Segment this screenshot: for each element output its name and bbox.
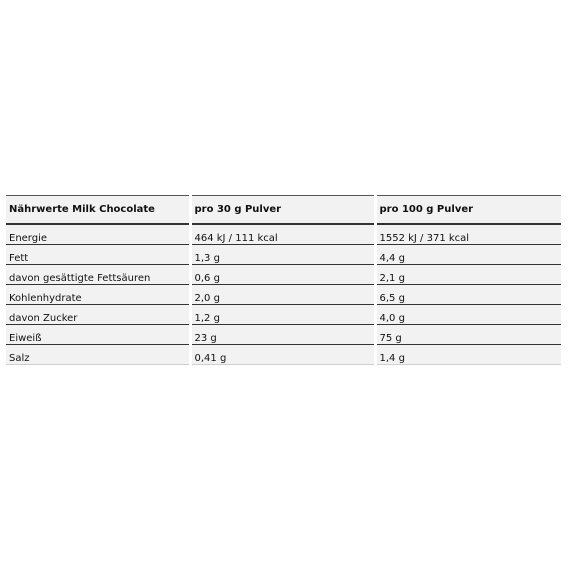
table-row bbox=[6, 244, 561, 264]
value-per-100g: 1552 kJ / 371 kcal bbox=[375, 224, 561, 245]
value-per-30g: 0,6 g bbox=[190, 264, 375, 284]
nutrient-name: Kohlenhydrate bbox=[6, 284, 190, 304]
header-row bbox=[6, 196, 561, 224]
table-row bbox=[6, 264, 561, 284]
nutrient-name: Salz bbox=[9, 352, 30, 364]
value-per-100g: 1,4 g bbox=[375, 344, 561, 364]
nutrition-table bbox=[6, 195, 561, 365]
value-per-100g: 4,4 g bbox=[375, 244, 561, 264]
value-per-30g: 1,3 g bbox=[190, 244, 375, 264]
table-row bbox=[6, 324, 561, 344]
table-row bbox=[6, 224, 561, 245]
value-per-100g: 6,5 g bbox=[375, 284, 561, 304]
table-body bbox=[6, 224, 561, 365]
value-per-100g: 2,1 g bbox=[375, 264, 561, 284]
header-per-30g: pro 30 g Pulver bbox=[190, 196, 375, 224]
header-per-100g: pro 100 g Pulver bbox=[375, 196, 561, 224]
value-per-30g: 1,2 g bbox=[190, 304, 375, 324]
nutrient-name: davon Zucker bbox=[6, 304, 190, 324]
value-per-30g: 0,41 g bbox=[190, 344, 375, 364]
nutrient-name: Eiweiß bbox=[6, 324, 190, 344]
table-row bbox=[6, 284, 561, 304]
table-row bbox=[6, 304, 561, 324]
value-per-30g: 23 g bbox=[190, 324, 375, 344]
value-per-100g: 4,0 g bbox=[375, 304, 561, 324]
header-nutrient: Nährwerte Milk Chocolate bbox=[6, 196, 190, 224]
nutrient-name: davon gesättigte Fettsäuren bbox=[6, 264, 190, 284]
table-row bbox=[6, 344, 561, 364]
value-per-30g: 464 kJ / 111 kcal bbox=[190, 224, 375, 245]
value-per-100g: 75 g bbox=[375, 324, 561, 344]
value-per-30g: 2,0 g bbox=[190, 284, 375, 304]
nutrient-name: Fett bbox=[6, 244, 190, 264]
table-header bbox=[6, 196, 561, 224]
nutrient-name: Energie bbox=[6, 224, 190, 245]
